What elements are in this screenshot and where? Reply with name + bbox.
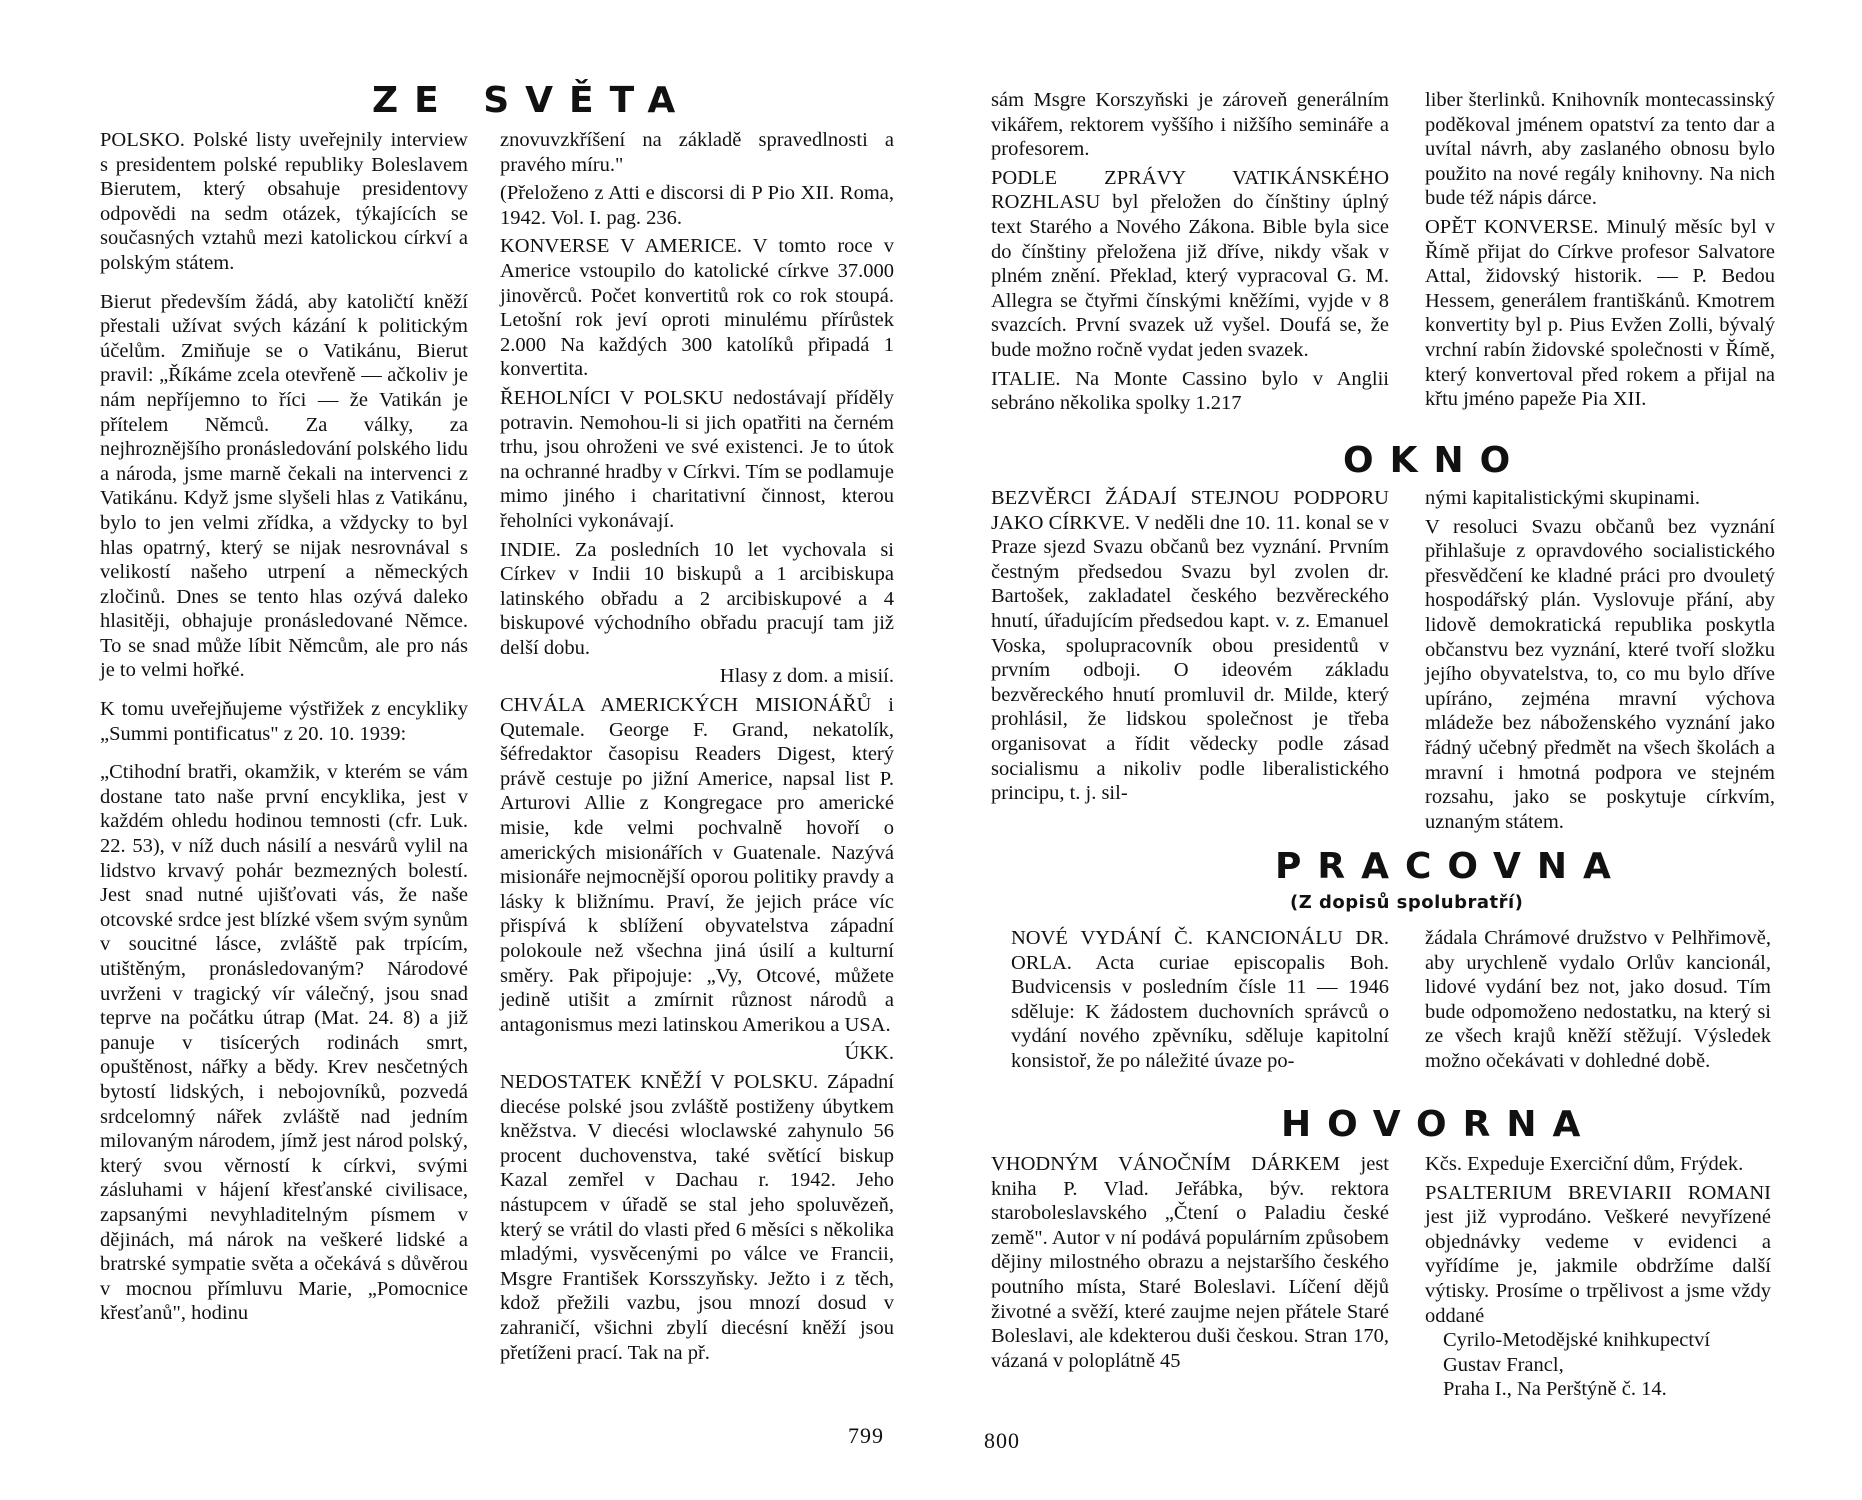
paragraph: nými kapitalistickými skupinami. (1425, 487, 1701, 509)
paragraph: Bierut především žádá, aby katoličtí kněží přestali užívat svých kázání k politickým účelům. Zmiňuje se o Vatikánu, Bierut pravil: „Říkáme zcela otevřeně — ačkoliv je nám nepříjemno to říci — že Vatikán je přítelem Němců. Za války, za nejhroznějšího pronásledování polského lidu a národa, jsme marně čekali na intervenci z Vatikánu. Když jsme slyšeli hlas z Vatikánu, bylo to jen velmi zřídka, a vždycky to byl hlas opatrný, který se nijak nesrovnával s velikostí našeho utrpení a německých zločinů. Dnes se tento hlas ozývá daleko hlasitěji, obhajuje pronásledované Němce. To se snad může líbit Němcům, ale pro nás je to velmi hořké. (100, 290, 468, 682)
page-number: 800 (984, 1428, 1020, 1453)
section-heading-pracovna: PRACOVNA (1275, 846, 1627, 887)
source-note: Hlasy z dom. a misií. (719, 665, 894, 688)
signature-line: Praha I., Na Perštýně č. 14. (1443, 1378, 1667, 1401)
hovorna-column-2 (1425, 1152, 1771, 1402)
paragraph: POLSKO. Polské listy uveřejnily interview s presidentem polské republiky Boleslavem Bierutem, který obsahuje presidentovy odpovědi na sedm otázek, týkajících se současných vztahů mezi katolickou církví a polským státem. (100, 129, 468, 274)
right-page (931, 0, 1862, 1500)
paragraph: (Přeloženo z Atti e discorsi di P Pio XII. Roma, 1942. Vol. I. pag. 236. (500, 182, 894, 229)
paragraph: žádala Chrámové družstvo v Pelhřimově, aby urychleně vydalo Orlův kancionál, lidové vydání bez not, jako dosud. Tím bude odpomoženo nedostatku, na který si ze všech krajů kněží stěžují. Výsledek možno očekávati v dohledné době. (1425, 927, 1771, 1072)
section-subheading-pracovna: (Z dopisů spolubratří) (1290, 892, 1524, 913)
paragraph: liber šterlinků. Knihovník montecassinský poděkoval jménem opatství za tento dar a uvítal návrh, aby zaslaného obnosu bylo použito na nové regály knihovny. Na nich bude též nápis dárce. (1425, 89, 1775, 210)
page-number: 799 (848, 1423, 884, 1448)
paragraph: sám Msgre Korszyňski je zároveň generálním vikářem, rektorem vyššího i nižšího semináře a profesorem. (991, 89, 1389, 161)
paragraph: ITALIE. Na Monte Cassino bylo v Anglii sebráno několika spolky 1.217 (991, 367, 1389, 415)
left-page-column-2 (500, 128, 894, 1365)
left-page-column-1 (100, 128, 468, 1326)
paragraph: NEDOSTATEK KNĚŽÍ V POLSKU. Západní diecése polské jsou zvláště postiženy úbytkem kněžstva. V diecési wloclawské zahynulo 56 procent duchovenstva, také světící biskup Kazal zemřel v Dachau r. 1942. Jeho nástupcem v úřadě se stal jeho spoluvězeň, který se vrátil do vlasti před 6 měsíci s několika mladými, vysvěcenými po válce ve Francii, Msgre František Korsszyňsky. Ježto i z těch, kdož přežili vazbu, jsou mnozí dosud v zahraničí, všichni zbylí diecésní kněží jsou přetíženi prací. Tak na př. (500, 1070, 894, 1364)
paragraph: BEZVĚRCI ŽÁDAJÍ STEJNOU PODPORU JAKO CÍRKVE. V neděli dne 10. 11. konal se v Praze sjezd Svazu občanů bez vyznání. Prvním čestným předsedou Svazu byl zvolen dr. Bartošek, zakladatel českého bezvěreckého hnutí, úřadujícím předsedou kapt. v. z. Emanuel Voska, spolupracovník obou presidentů v prvním odboji. O ideovém základu bezvěreckého hnutí promluvil dr. Milde, který prohlásil, že lidskou společnost je třeba organisovat a řídit vědecky podle zásad socialismu a nikoliv podle liberalistického principu, t. j. sil- (991, 487, 1389, 805)
signature-line: Cyrilo-Metodějské knihkupectví (1443, 1329, 1711, 1352)
section-heading-hovorna: HOVORNA (1281, 1104, 1597, 1145)
signature-block (1425, 1328, 1771, 1402)
paragraph: CHVÁLA AMERICKÝCH MISIONÁŘŮ i Qutemale. George F. Grand, nekatolík, šéfredaktor časopisu Readers Digest, který právě cestuje po jižní Americe, napsal list P. Arturovi Allie z Kongregace pro americké misie, kde velmi pochvalně hovoří o amerických misionářích v Guatenale. Nazývá misionáře nejmocnější oporou politiky pravdy a lásky k bližnímu. Praví, že jejich práce víc přispívá k sblížení obyvatelstva západní polokoule než všechna jiná úsilí a kulturní směry. Pak připojuje: „Vy, Otcové, můžete jedině utišit a zmírnit různost národů a antagonismus mezi latinskou Amerikou a USA. (500, 694, 894, 1036)
paragraph: KONVERSE V AMERICE. V tomto roce v Americe vstoupilo do katolické církve 37.000 jinověrců. Počet konvertitů rok co rok stoupá. Letošní rok jeví oproti minulému přírůstek 2.000 Na každých 300 katolíků připadá 1 konvertita. (500, 235, 894, 381)
paragraph: ŘEHOLNÍCI V POLSKU nedostávají příděly potravin. Nemohou-li si jich opatřiti na černém trhu, jsou ohroženi ve své existenci. Je to útok na ochranné hradby v Církvi. Tím se podlamuje mimo jiného i charitativní činnost, kterou řeholníci vykonávají. (500, 386, 894, 532)
paragraph: VHODNÝM VÁNOČNÍM DÁRKEM jest kniha P. Vlad. Jeřábka, býv. rektora staroboleslavského „Čtení o Paladiu české země". Autor v ní podává populárním způsobem dějiny milostného obrazu a nejstaršího českého poutního místa, Staré Boleslavi. Líčení dějů životné a svěží, které zaujme nejen přátele Staré Boleslavi, ale kdekterou duši českou. Stran 170, vázaná v poloplátně 45 (991, 1153, 1389, 1372)
paragraph: K tomu uveřejňujeme výstřižek z encykliky „Summi pontificatus" z 20. 10. 1939: (100, 698, 468, 745)
pracovna-column-2 (1425, 926, 1771, 1074)
paragraph: OPĚT KONVERSE. Minulý měsíc byl v Římě přijat do Církve profesor Salvatore Attal, židovský historik. — P. Bedou Hessem, generálem františkánů. Kmotrem konvertity byl p. Pius Evžen Zolli, bývalý vrchní rabín židovské společnosti v Římě, který konvertoval před rokem a přijal na křtu jméno papeže Pia XII. (1425, 215, 1775, 411)
paragraph: Kčs. Expeduje Exerciční dům, Frýdek. (1425, 1153, 1744, 1175)
hovorna-column-1 (991, 1152, 1389, 1373)
pracovna-column-1 (1011, 926, 1389, 1074)
section-heading-ze-sveta: ZE SVĚTA (372, 80, 692, 121)
paragraph: znovuvzkříšení na základě spravedlnosti a pravého míru." (500, 129, 894, 176)
paragraph: PODLE ZPRÁVY VATIKÁNSKÉHO ROZHLASU byl přeložen do čínštiny úplný text Starého a Nového Zákona. Bible byla sice do čínštiny přeložena již dříve, nikdy však v plném znění. Překlad, který vypracoval G. M. Allegra se čtyřmi čínskými kněžími, vyjde v 8 svazcích. První svazek už vyšel. Doufá se, že bude možno ročně vydat jeden svazek. (991, 166, 1389, 361)
okno-column-2 (1425, 486, 1775, 834)
paragraph: „Ctihodní bratři, okamžik, v kterém se vám dostane tato naše první encyklika, jest v každém ohledu hodinou temnosti (cfr. Luk. 22. 53), v níž duch násilí a nesvárů vylil na lidstvo krvavý pohár bezmezných bolestí. Jest snad nutné ujišťovati vás, že naše otcovské srdce jest blízké všem svým synům v soucitné lásce, zvláště pak trpícím, utištěným, pronásledovaným? Národové uvrženi v tragický vír válečný, jsou snad teprve na počátku útrap (Mat. 24. 8) a již panuje v tisícerých rodinách smrt, opuštěnost, nářky a bědy. Krev nesčetných bytostí lidských, i nebojovníků, pozvedá srdcelomný nářek zvláště nad jedním milovaným národem, jímž jest národ polský, který svou věrností k církvi, svými zásluhami v hájení křesťanské civilisace, zapsanými nevyhladitelným písmem v dějinách, má nárok na veškeré lidské a bratrské sympatie světa a očekává s důvěrou v mocnou přímluvu Marie, „Pomocnice křesťanů", hodinu (100, 761, 468, 1325)
okno-column-1 (991, 486, 1389, 806)
source-note: ÚKK. (844, 1042, 894, 1065)
paragraph: PSALTERIUM BREVIARII ROMANI jest již vyprodáno. Veškeré nevyřízené objednávky vedeme v evidenci a vyřídíme je, jakmile obdržíme další výtisky. Prosíme o trpělivost a jsme vždy oddané (1425, 1181, 1771, 1327)
right-top-column-2 (1425, 88, 1775, 412)
paragraph: V resoluci Svazu občanů bez vyznání přihlašuje z opravdového socialistického přesvědčení ke kladné práci pro dvouletý hospodářský plán. Vyslovuje přání, aby lidově demokratická republika poskytla občanstvu bez vyznání, které tvoří složku jejího obyvatelstva, to, co mu bylo dříve upíráno, zejména mravní výchova mládeže bez náboženského vyznání jako řádný učebný předmět na všech školách a mravní i hmotná podpora ve stejném rozsahu, jako se poskytuje církvím, uznaným státem. (1425, 515, 1775, 833)
right-top-column-1 (991, 88, 1389, 416)
section-heading-okno: OKNO (1343, 440, 1527, 481)
signature-line: Gustav Francl, (1443, 1353, 1564, 1376)
paragraph: NOVÉ VYDÁNÍ Č. KANCIONÁLU DR. ORLA. Acta curiae episcopalis Boh. Budvicensis v posledním čísle 11 — 1946 sděluje: K žádostem duchovních správců o vydání nového zpěvníku, sděluje kapitolní konsistoř, že po náležité úvaze po- (1011, 927, 1389, 1072)
paragraph: INDIE. Za posledních 10 let vychovala si Církev v Indii 10 biskupů a 1 arcibiskupa latinského obřadu a 2 arcibiskupové a 4 biskupové východního obřadu pracují tam již delší dobu. (500, 538, 894, 659)
